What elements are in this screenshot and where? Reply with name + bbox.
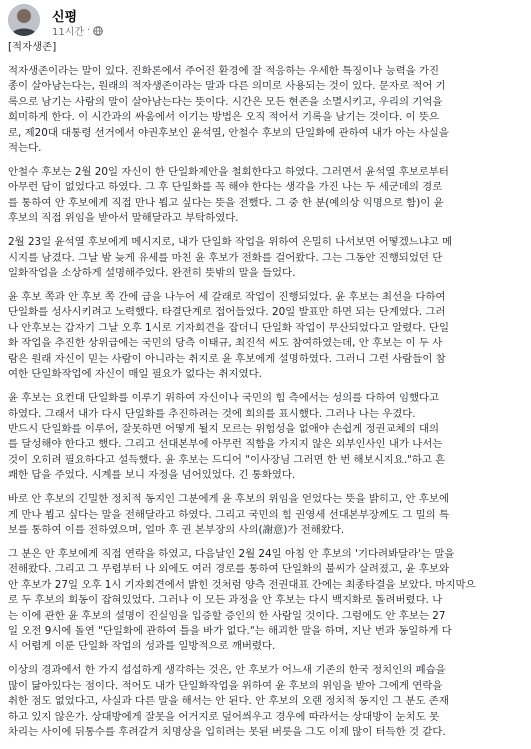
- post-paragraph-5: 윤 후보는 요컨대 단일화를 이루기 위하여 자신이나 국민의 힘 측에서는 성의를 다하여 임했다고 하였다. 그래서 내가 다시 단일화를 추진하려는 것에 회의를 표시했다. 그러나 나는 우겼다. 반드시 단일화를 이루어, 잘못하면 어떻게 될지 모르는 위험성을 없애야 손쉽게 정권교체의 대의 를 달성해야 한다고 했다. 그리고 선대본부에 아무런 직함을 가지지 않은 외부인사인 내가 나서는 것이 오히려 필요하다고 설득했다. 윤 후보는 드디어 "이사장님 그러면 한 번 해보시지요."하고 흔 쾌한 답을 주었다. 시계를 보니 자정을 넘어있었다. 긴 통화였다.: [8, 392, 446, 482]
- post-paragraph-1: 적자생존이라는 말이 있다. 진화론에서 주어진 환경에 잘 적응하는 우세한 특징이나 능력을 가진 종이 살아남는다는, 원래의 적자생존이라는 말과 다른 의미로 사용되는 것이 있다. 문자로 적어 기 록으로 남기는 사람의 말이 살아남는다는 뜻이다. 시간은 모든 현존을 소멸시키고, 우리의 기억을 희미하게 한다. 이 시간과의 싸움에서 이기는 방법은 오직 적어서 기록을 남기는 것이다. 이 뜻으 로, 제20대 대통령 선거에서 야권후보인 윤석열, 안철수 후보의 단일화에 관하여 내가 아는 사실을 적는다.: [8, 65, 449, 155]
- post-header: [8, 4, 523, 38]
- post-paragraph-4: 윤 후보 쪽과 안 후보 쪽 간에 급을 나누어 세 갈래로 작업이 진행되었다. 윤 후보는 최선을 다하여 단일화를 성사시키려고 노력했다. 타결단계로 접어들었다. 20일 발표만 하면 되는 단계였다. 그러 나 안후보는 갑자기 그날 오후 1시로 기자회견을 잡더니 단일화 작업이 무산되었다고 알렸다. 단일 화 작업을 추진한 상위급에는 국민의 당측 이태규, 최진석 씨도 참여하였는데, 안 후보는 이 두 사 람은 원래 자신이 믿는 사람이 아니라는 취지로 윤 후보에게 설명하였다. 그러니 그런 사람들이 참 여한 단일화작업에 자신이 매일 필요가 없다는 취지였다.: [8, 291, 450, 381]
- post-body: [8, 40, 523, 749]
- post-timestamp[interactable]: 11시간: [52, 27, 85, 38]
- post-paragraph-6: 바로 안 후보의 긴밀한 정치적 동지인 그분에게 윤 후보의 위임을 얻었다는 뜻을 밝히고, 안 후보에 게 만나 뵙고 싶다는 말을 전해달라고 하였다. 그리고 국민의 힘 권영세 선대본부장께도 그 밀의 특 보를 통하여 이를 전하였으며, 얼마 후 권 본부장의 사의(謝意)가 전해왔다.: [8, 493, 449, 536]
- post-tag: [적자생존]: [8, 41, 57, 53]
- post-meta: 11시간 ·: [52, 23, 103, 38]
- post-paragraph-7: 그 분은 안 후보에게 직접 연락을 하였고, 다음날인 2월 24일 아침 안 후보의 '기다려봐달라'는 말을 전해왔다. 그리고 그 무렵부터 나 외에도 여러 경로를 통하여 단일화의 불씨가 살려졌고, 윤 후보와 안 후보가 27일 오후 1시 기자회견에서 밝힌 것처럼 양측 전권대표 간에는 최종타결을 보았다. 마지막으 로 두 후보의 회동이 잡혀있었다. 그러나 이 모든 과정을 안 후보는 다시 백지화로 돌려버렸다. 나 는 이에 관한 윤 후보의 설명이 진실임을 입증할 증인의 한 사람일 것이다. 그럼에도 안 후보는 27 일 오전 9시에 돌연 "단일화에 관하여 틀을 바가 없다."는 해괴한 말을 하며, 지난 번과 동일하게 다 시 어렵게 이룬 단일화 작업의 성과를 일방적으로 깨버렸다.: [8, 547, 476, 653]
- post-paragraph-8: 이상의 경과에서 한 가지 섭섭하게 생각하는 것은, 안 후보가 어느새 기존의 한국 정치인의 폐습을 많이 닮아있다는 점이다. 적어도 내가 단일화작업을 위하여 윤 후보의 위임을 받아 그에게 연락을 취한 점도 없었다고, 사실과 다른 말을 해서는 안 된다. 안 후보의 오랜 정치적 동지인 그 분도 존재 하고 있지 않은가. 상대방에게 잘못을 어거지로 덮어씌우고 경우에 따라서는 상대방이 눈치도 못 차리는 사이에 뒤통수를 후려갈겨 치명상을 입히려는 못된 버릇을 그도 이제 많이 터득한 것 같다.: [8, 664, 449, 738]
- author-name[interactable]: 신평: [52, 10, 78, 25]
- globe-icon: [93, 26, 103, 36]
- post-paragraph-3: 2월 23일 윤석열 후보에게 메시지로, 내가 단일화 작업을 위하여 은밀히 나서보면 어떻겠느냐고 메 시지를 남겼다. 그날 밤 늦게 유세를 마친 윤 후보가 전화를 걸어왔다. 그는 그동안 진행되었던 단 일화작업을 소상하게 설명해주었다. 완전히 뜻밖의 말을 들었다.: [8, 236, 453, 280]
- post-paragraph-2: 안철수 후보는 2월 20일 자신이 한 단일화제안을 철회한다고 하였다. 그러면서 윤석열 후보로부터 아무런 답이 없었다고 하였다. 그 후 단일화를 꼭 해야 한다는 생각을 가진 나는 두 세군데의 경로 를 통하여 안 후보에게 직접 만나 뵙고 싶다는 뜻을 전했다. 그 중 한 분(예의상 익명으로 함)이 윤 후보의 직접 위임을 받아서 말해달라고 부탁하였다.: [8, 166, 449, 225]
- avatar[interactable]: [8, 4, 40, 36]
